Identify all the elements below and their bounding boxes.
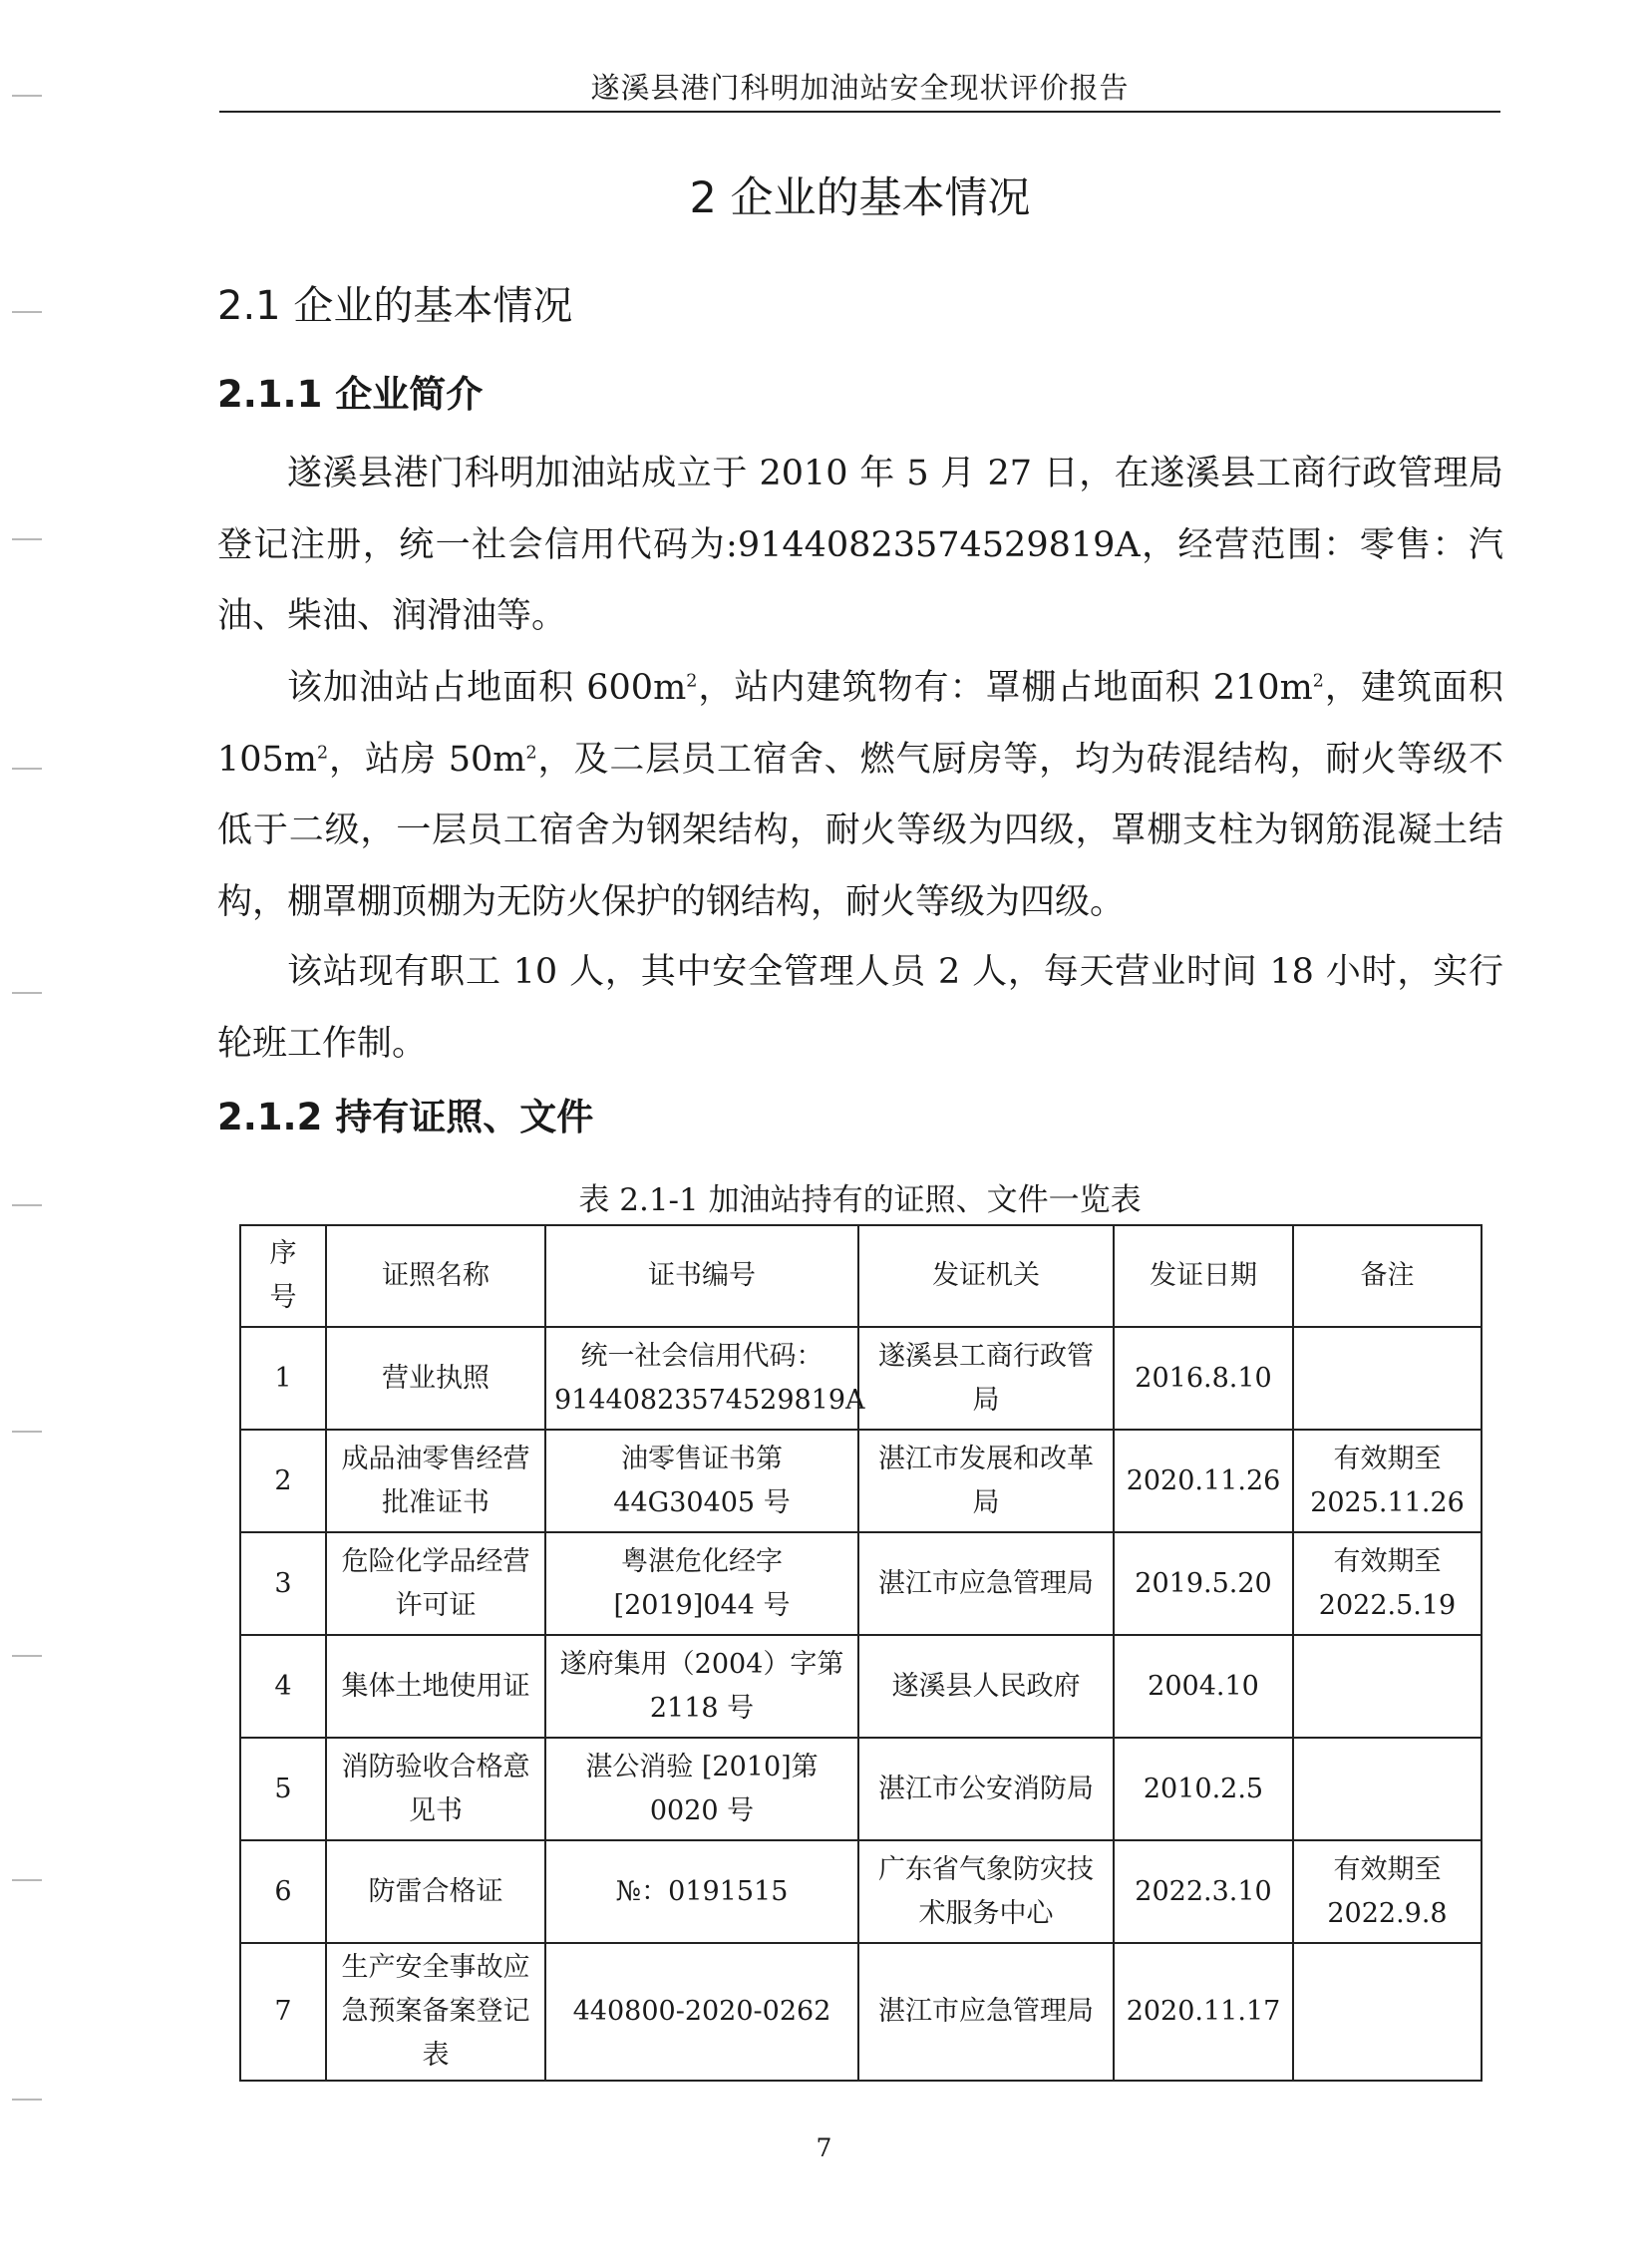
cell-number: 遂府集用（2004）字第2118 号: [545, 1635, 858, 1738]
cell-note: [1293, 1943, 1482, 2081]
text-run: ，站房 50m: [328, 739, 526, 780]
cell-authority: 遂溪县人民政府: [858, 1635, 1114, 1738]
table-row: [240, 1943, 1482, 2081]
cell-seq: 1: [240, 1327, 326, 1430]
superscript: 2: [1312, 671, 1324, 692]
scan-mark: [12, 95, 42, 97]
table-row: [240, 1840, 1482, 1943]
cell-note: 有效期至2025.11.26: [1293, 1430, 1482, 1532]
cell-date: 2010.2.5: [1114, 1738, 1293, 1840]
cell-seq: 5: [240, 1738, 326, 1840]
scan-mark: [12, 311, 42, 313]
header-seq-line1: 序: [269, 1238, 297, 1269]
cell-note: 有效期至2022.5.19: [1293, 1532, 1482, 1635]
header-rule: [219, 111, 1500, 113]
table-row: [240, 1635, 1482, 1738]
scan-mark: [12, 2099, 42, 2101]
header-number: 证书编号: [545, 1225, 858, 1327]
cell-name: 营业执照: [326, 1327, 545, 1430]
cell-authority: 湛江市发展和改革局: [858, 1430, 1114, 1532]
cell-seq: 6: [240, 1840, 326, 1943]
running-header: 遂溪县港门科明加油站安全现状评价报告: [590, 71, 1130, 105]
cell-number: №：0191515: [545, 1840, 858, 1943]
paragraph-buildings: [217, 653, 1503, 938]
cell-seq: 7: [240, 1943, 326, 2081]
cell-name: 生产安全事故应急预案备案登记表: [326, 1943, 545, 2081]
cell-name: 成品油零售经营批准证书: [326, 1430, 545, 1532]
superscript: 2: [686, 671, 698, 692]
cell-date: 2020.11.17: [1114, 1943, 1293, 2081]
text-run: ，站内建筑物有：罩棚占地面积 210m: [697, 668, 1313, 708]
paragraph-staff: 该站现有职工 10 人，其中安全管理人员 2 人，每天营业时间 18 小时，实行轮班工作制。: [217, 952, 1503, 1064]
text-run: ，及二层员工宿舍、燃气厨房等，均为砖混结构，耐火等级不低于二级，一层员工宿舍为钢架结构，耐火等级为四级，罩棚支柱为钢筋混凝土结构，棚罩棚顶棚为无防火保护的钢结构，耐火等级为四级。: [217, 739, 1503, 922]
header-name: 证照名称: [326, 1225, 545, 1327]
scan-mark: [12, 1431, 42, 1433]
cell-date: 2020.11.26: [1114, 1430, 1293, 1532]
cell-authority: 湛江市公安消防局: [858, 1738, 1114, 1840]
header-date: 发证日期: [1114, 1225, 1293, 1327]
subsection-title-certificates: 2.1.2 持有证照、文件: [217, 1096, 594, 1138]
cell-date: 2019.5.20: [1114, 1532, 1293, 1635]
table-row: [240, 1327, 1482, 1430]
table-header-row: [240, 1225, 1482, 1327]
cell-name: 防雷合格证: [326, 1840, 545, 1943]
cell-note: 有效期至2022.9.8: [1293, 1840, 1482, 1943]
cell-note: [1293, 1738, 1482, 1840]
cell-seq: 2: [240, 1430, 326, 1532]
scan-mark: [12, 1879, 42, 1881]
table-caption: 表 2.1-1 加油站持有的证照、文件一览表: [578, 1182, 1142, 1218]
cell-date: 2016.8.10: [1114, 1327, 1293, 1430]
cell-authority: 湛江市应急管理局: [858, 1532, 1114, 1635]
header-seq-line2: 号: [269, 1282, 297, 1313]
cell-number: 油零售证书第44G30405 号: [545, 1430, 858, 1532]
cell-authority: 遂溪县工商行政管局: [858, 1327, 1114, 1430]
paragraph-intro: 遂溪县港门科明加油站成立于 2010 年 5 月 27 日，在遂溪县工商行政管理局登记注册，统一社会信用代码为:91440823574529819A，经营范围：零售：汽油、柴油、润滑油等。: [217, 454, 1503, 636]
text-run: 该加油站占地面积 600m: [287, 668, 687, 708]
scan-mark: [12, 768, 42, 770]
cell-seq: 4: [240, 1635, 326, 1738]
cell-number: 湛公消验 [2010]第0020 号: [545, 1738, 858, 1840]
cell-authority: 广东省气象防灾技术服务中心: [858, 1840, 1114, 1943]
text-run: ，建筑面积 105m: [217, 668, 1503, 780]
cell-authority: 湛江市应急管理局: [858, 1943, 1114, 2081]
table-row: [240, 1430, 1482, 1532]
cell-date: 2022.3.10: [1114, 1840, 1293, 1943]
header-authority: 发证机关: [858, 1225, 1114, 1327]
header-note: 备注: [1293, 1225, 1482, 1327]
scan-mark: [12, 1204, 42, 1206]
section-title: 2.1 企业的基本情况: [217, 283, 573, 329]
superscript: 2: [525, 742, 537, 763]
cell-note: [1293, 1327, 1482, 1430]
header-seq: [240, 1225, 326, 1327]
certificates-table: [239, 1224, 1483, 2082]
superscript: 2: [317, 742, 329, 763]
page-number: 7: [816, 2133, 832, 2162]
table-row: [240, 1738, 1482, 1840]
scan-mark: [12, 538, 42, 540]
cell-date: 2004.10: [1114, 1635, 1293, 1738]
table-row: [240, 1532, 1482, 1635]
cell-seq: 3: [240, 1532, 326, 1635]
scan-mark: [12, 1655, 42, 1657]
cell-number: 粤湛危化经字[2019]044 号: [545, 1532, 858, 1635]
cell-name: 危险化学品经营许可证: [326, 1532, 545, 1635]
cell-note: [1293, 1635, 1482, 1738]
cell-number: 440800-2020-0262: [545, 1943, 858, 2081]
cell-name: 消防验收合格意见书: [326, 1738, 545, 1840]
cell-number: 统一社会信用代码：91440823574529819A: [545, 1327, 858, 1430]
chapter-title: 2 企业的基本情况: [689, 173, 1031, 223]
cell-name: 集体土地使用证: [326, 1635, 545, 1738]
subsection-title-intro: 2.1.1 企业简介: [217, 373, 484, 416]
scan-mark: [12, 992, 42, 994]
